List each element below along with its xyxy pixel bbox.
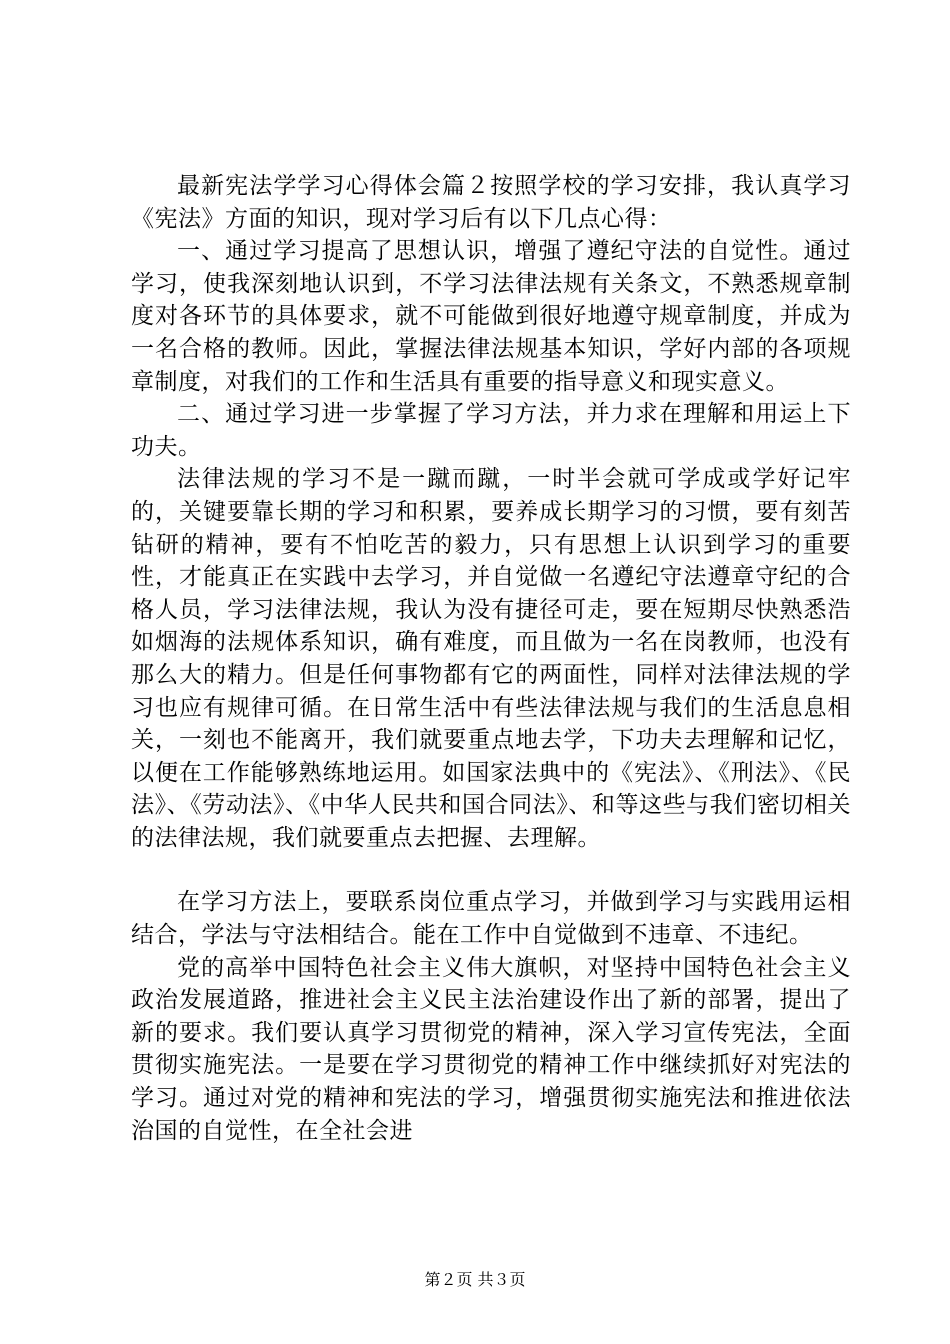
paragraph-point-two: 二、通过学习进一步掌握了学习方法，并力求在理解和用运上下功夫。 bbox=[131, 401, 851, 460]
paragraph-intro: 最新宪法学学习心得体会篇２按照学校的学习安排，我认真学习《宪法》方面的知识，现对学习后有以下几点心得： bbox=[131, 173, 851, 232]
paragraph-point-one: 一、通过学习提高了思想认识，增强了遵纪守法的自觉性。通过学习，使我深刻地认识到，不学习法律法规有关条文，不熟悉规章制度对各环节的具体要求，就不可能做到很好地遵守规章制度，并成为一名合格的教师。因此，掌握法律法规基本知识，学好内部的各项规章制度，对我们的工作和生活具有重要的指导意义和现实意义。 bbox=[131, 238, 851, 395]
paragraph-learning-law: 法律法规的学习不是一蹴而蹴，一时半会就可学成或学好记牢的，关键要靠长期的学习和积累，要养成长期学习的习惯，要有刻苦钻研的精神，要有不怕吃苦的毅力，只有思想上认识到学习的重要性，才能真正在实践中去学习，并自觉做一名遵纪守法遵章守纪的合格人员，学习法律法规，我认为没有捷径可走，要在短期尽快熟悉浩如烟海的法规体系知识，确有难度，而且做为一名在岗教师，也没有那么大的精力。但是任何事物都有它的两面性，同样对法律法规的学习也应有规律可循。在日常生活中有些法律法规与我们的生活息息相关，一刻也不能离开，我们就要重点地去学，下功夫去理解和记忆，以便在工作能够熟练地运用。如国家法典中的《宪法》、《刑法》、《民法》、《劳动法》、《中华人民共和国合同法》、和等这些与我们密切相关的法律法规，我们就要重点去把握、去理解。 bbox=[131, 466, 851, 851]
document-body bbox=[131, 170, 851, 1147]
page-footer bbox=[0, 1270, 950, 1290]
paragraph-learning-method: 在学习方法上，要联系岗位重点学习，并做到学习与实践用运相结合，学法与守法相结合。能在工作中自觉做到不违章、不违纪。 bbox=[131, 889, 851, 949]
page-number: 第２页 共３页 bbox=[424, 1270, 526, 1289]
paragraph-party-spirit: 党的高举中国特色社会主义伟大旗帜，对坚持中国特色社会主义政治发展道路，推进社会主义民主法治建设作出了新的部署，提出了新的要求。我们要认真学习贯彻党的精神，深入学习宣传宪法，全面贯彻实施宪法。一是要在学习贯彻党的精神工作中继续抓好对宪法的学习。通过对党的精神和宪法的学习，增强贯彻实施宪法和推进依法治国的自觉性，在全社会进 bbox=[131, 954, 851, 1144]
